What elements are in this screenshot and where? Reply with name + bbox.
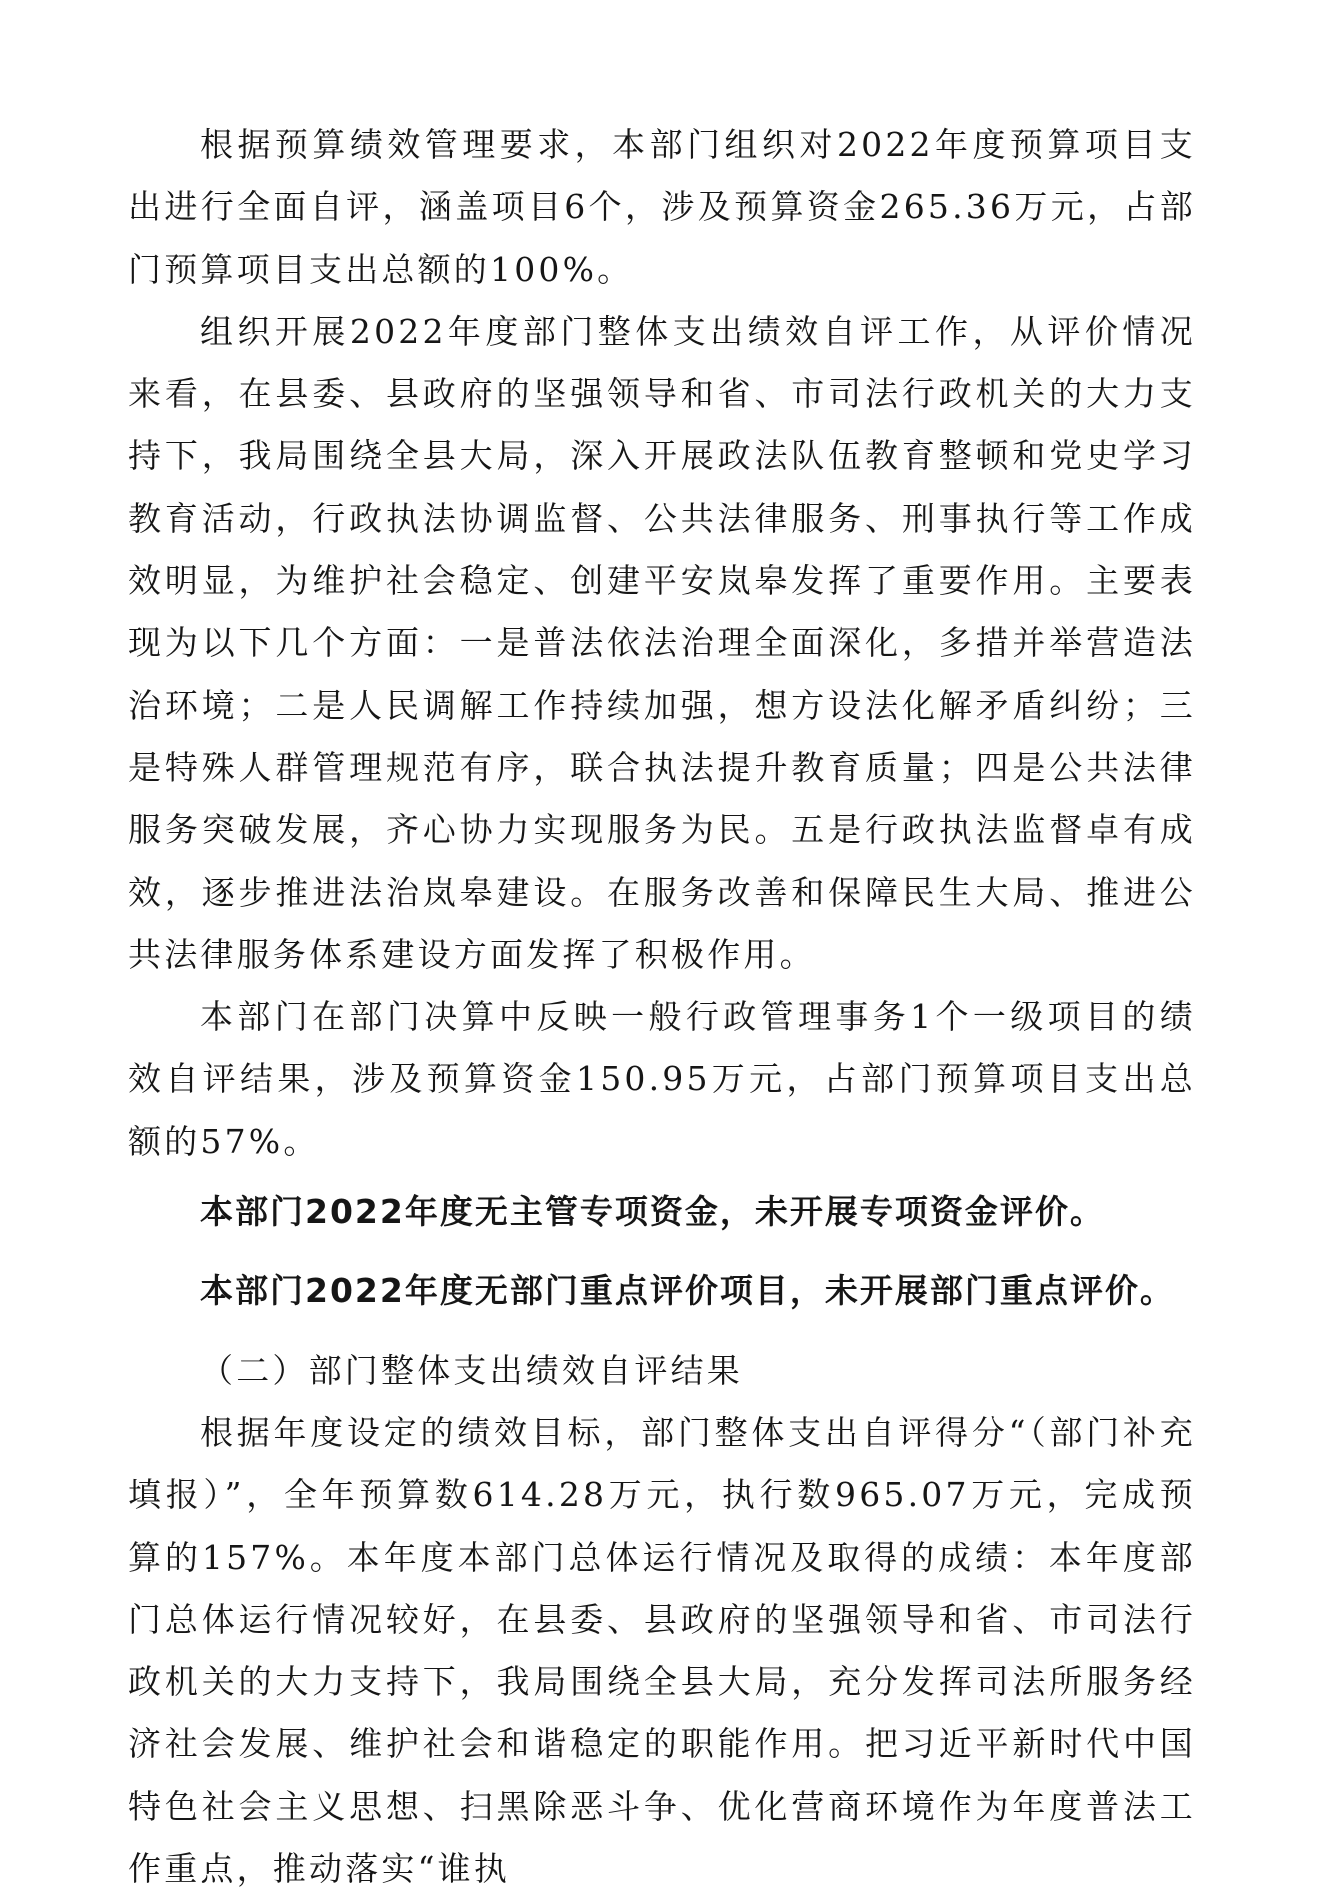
paragraph-final-accounts: 本部门在部门决算中反映一般行政管理事务1个一级项目的绩效自评结果，涉及预算资金150.95万元，占部门预算项目支出总额的57%。	[128, 997, 1196, 1161]
statement-no-key-evaluation: 本部门2022年度无部门重点评价项目，未开展部门重点评价。	[200, 1271, 1175, 1311]
section-heading: （二）部门整体支出绩效自评结果	[200, 1350, 743, 1390]
statement-no-special-funds: 本部门2022年度无主管专项资金，未开展专项资金评价。	[200, 1192, 1105, 1232]
paragraph-overall-results: 根据年度设定的绩效目标，部门整体支出自评得分“（部门补充填报）”，全年预算数614.28万元，执行数965.07万元，完成预算的157%。本年度本部门总体运行情况及取得的成绩：本年度部门总体运行情况较好，在县委、县政府的坚强领导和省、市司法行政机关的大力支持下，我局围绕全县大局，充分发挥司法所服务经济社会发展、维护社会和谐稳定的职能作用。把习近平新时代中国特色社会主义思想、扫黑除恶斗争、优化营商环境作为年度普法工作重点，推动落实“谁执	[128, 1412, 1196, 1889]
paragraph-overall-evaluation: 组织开展2022年度部门整体支出绩效自评工作，从评价情况来看，在县委、县政府的坚强领导和省、市司法行政机关的大力支持下，我局围绕全县大局，深入开展政法队伍教育整顿和党史学习教育活动，行政执法协调监督、公共法律服务、刑事执行等工作成效明显，为维护社会稳定、创建平安岚皋发挥了重要作用。主要表现为以下几个方面：一是普法依法治理全面深化，多措并举营造法治环境；二是人民调解工作持续加强，想方设法化解矛盾纠纷；三是特殊人群管理规范有序，联合执法提升教育质量；四是公共法律服务突破发展，齐心协力实现服务为民。五是行政执法监督卓有成效，逐步推进法治岚皋建设。在服务改善和保障民生大局、推进公共法律服务体系建设方面发挥了积极作用。	[128, 311, 1196, 974]
document-body	[128, 114, 1196, 1900]
paragraph-project-self-evaluation: 根据预算绩效管理要求，本部门组织对2022年度预算项目支出进行全面自评，涵盖项目6个，涉及预算资金265.36万元，占部门预算项目支出总额的100%。	[128, 125, 1196, 289]
